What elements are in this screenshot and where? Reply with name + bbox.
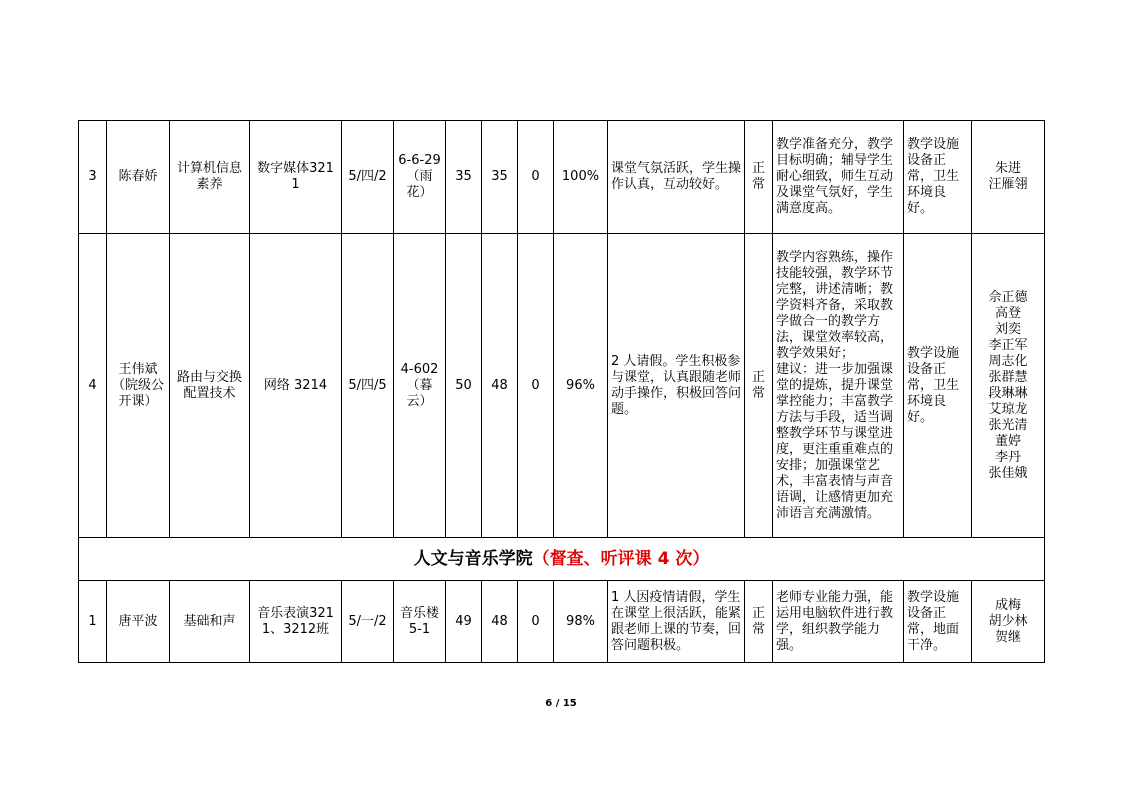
class-name: 网络 3214 (250, 234, 342, 538)
period: 5/一/2 (342, 581, 394, 663)
teaching-status: 正常 (745, 234, 773, 538)
facility-status: 教学设施设备正常，地面干净。 (904, 581, 972, 663)
student-state: 课堂气氛活跃，学生操作认真，互动较好。 (608, 121, 745, 234)
late-count: 0 (518, 234, 554, 538)
facility-status: 教学设施设备正常，卫生环境良好。 (904, 121, 972, 234)
teaching-evaluation: 教学内容熟练，操作技能较强，教学环节完整，讲述清晰；教学资料齐备，采取教学做合一的教学方法，课堂效率较高，教学效果好； 建议：进一步加强课堂的提炼，提升课堂掌控能力；丰富教学方法与手段，适当调整教学环节与课堂进度，更注重重难点的安排；加强课堂艺术，丰富表情与声音语调，让感情更加充沛语言充满激情。 (773, 234, 904, 538)
table-row (79, 234, 1045, 538)
expected-count: 35 (446, 121, 482, 234)
teaching-evaluation: 老师专业能力强，能运用电脑软件进行教学，组织教学能力强。 (773, 581, 904, 663)
facility-status: 教学设施设备正常，卫生环境良好。 (904, 234, 972, 538)
attendance-rate: 98% (554, 581, 608, 663)
period: 5/四/2 (342, 121, 394, 234)
row-number: 4 (79, 234, 107, 538)
table-row (79, 581, 1045, 663)
class-name: 音乐表演3211、3212班 (250, 581, 342, 663)
attendance-rate: 100% (554, 121, 608, 234)
teacher-name: 唐平波 (107, 581, 170, 663)
teaching-status: 正常 (745, 581, 773, 663)
section-header (79, 538, 1045, 581)
inspectors: 佘正德 高登 刘奕 李正军 周志化 张群慧 段琳琳 艾琼龙 张光清 董婷 李丹 张佳娥 (972, 234, 1045, 538)
inspectors: 成梅 胡少林 贺继 (972, 581, 1045, 663)
teacher-name: 陈春娇 (107, 121, 170, 234)
period: 5/四/5 (342, 234, 394, 538)
late-count: 0 (518, 581, 554, 663)
classroom: 4-602（暮云） (394, 234, 446, 538)
late-count: 0 (518, 121, 554, 234)
actual-count: 35 (482, 121, 518, 234)
inspection-table (78, 120, 1045, 663)
row-number: 1 (79, 581, 107, 663)
table-row (79, 121, 1045, 234)
course-name: 计算机信息素养 (170, 121, 250, 234)
attendance-rate: 96% (554, 234, 608, 538)
student-state: 2 人请假。学生积极参与课堂，认真跟随老师动手操作，积极回答问题。 (608, 234, 745, 538)
section-title: 人文与音乐学院 (413, 549, 533, 569)
classroom: 6-6-29（雨花） (394, 121, 446, 234)
classroom: 音乐楼 5-1 (394, 581, 446, 663)
section-row (79, 538, 1045, 581)
course-name: 基础和声 (170, 581, 250, 663)
student-state: 1 人因疫情请假，学生在课堂上很活跃，能紧跟老师上课的节奏，回答问题积极。 (608, 581, 745, 663)
teaching-status: 正常 (745, 121, 773, 234)
inspectors: 朱进 汪雁翎 (972, 121, 1045, 234)
actual-count: 48 (482, 234, 518, 538)
page-number: 6 / 15 (545, 698, 577, 709)
actual-count: 48 (482, 581, 518, 663)
expected-count: 49 (446, 581, 482, 663)
teacher-name: 王伟斌（院级公开课） (107, 234, 170, 538)
teaching-evaluation: 教学准备充分，教学目标明确；辅导学生耐心细致，师生互动及课堂气氛好，学生满意度高。 (773, 121, 904, 234)
class-name: 数字媒体3211 (250, 121, 342, 234)
section-note: （督查、听评课 4 次） (532, 549, 710, 569)
course-name: 路由与交换配置技术 (170, 234, 250, 538)
expected-count: 50 (446, 234, 482, 538)
row-number: 3 (79, 121, 107, 234)
